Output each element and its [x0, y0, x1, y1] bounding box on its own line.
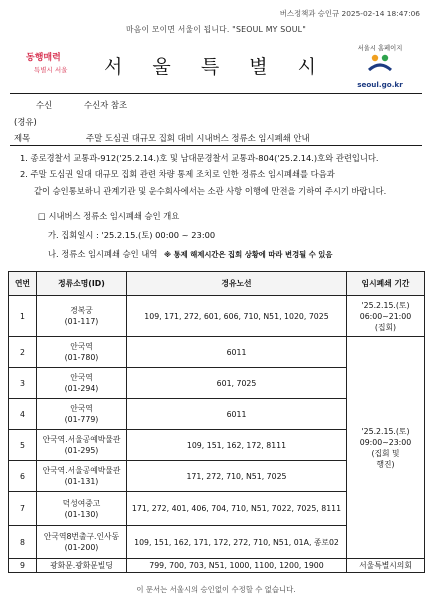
- header-rule: [10, 93, 422, 94]
- period-date: '25.2.15.(토): [361, 300, 410, 310]
- stop-id: (01-780): [64, 353, 99, 362]
- svg-text:특별시 서울: 특별시 서울: [34, 66, 68, 74]
- stop-name: 덕성여중고: [62, 498, 101, 508]
- row-routes: 799, 700, 703, N51, 1000, 1100, 1200, 1900: [127, 559, 347, 573]
- row-routes: 109, 151, 162, 171, 172, 272, 710, N51, 01A, 종로02: [127, 526, 347, 559]
- item-ga: 가. 집회일시 : '25.2.15.(토) 00:00 ~ 23:00: [48, 230, 216, 240]
- stop-id: (01-131): [64, 477, 99, 486]
- seoul-emblem-icon: [367, 52, 393, 76]
- document-title: 서 울 특 별 시: [104, 56, 328, 78]
- period-time: 06:00~21:00: [359, 311, 412, 321]
- stop-id: (01-779): [64, 415, 99, 424]
- subject-value: 주말 도심권 대규모 집회 대비 시내버스 정류소 임시폐쇄 안내: [86, 133, 310, 143]
- table-row: [9, 559, 425, 573]
- period-note: (집회): [374, 322, 397, 332]
- subject-label: 제목: [14, 133, 31, 143]
- row-routes: 6011: [127, 399, 347, 430]
- header-period: 임시폐쇄 기간: [347, 272, 425, 296]
- closure-table: [8, 271, 425, 573]
- stop-id: (01-200): [64, 543, 99, 552]
- recipient-value: 수신자 참조: [84, 100, 128, 110]
- row-no: 5: [9, 430, 37, 461]
- row-stop: [37, 296, 127, 337]
- row-no: 4: [9, 399, 37, 430]
- logo-url: seoul.go.kr: [357, 80, 403, 89]
- row-no: 8: [9, 526, 37, 559]
- row-routes: 171, 272, 710, N51, 7025: [127, 461, 347, 492]
- period-time: 09:00~23:00: [359, 437, 412, 447]
- footer-note: 이 문서는 서울시의 승인없이 수정할 수 없습니다.: [136, 585, 296, 594]
- table-row: [9, 296, 425, 337]
- period-note-2: 행진): [376, 459, 395, 469]
- header-stop: 정류소명(ID): [37, 272, 127, 296]
- row-stop: [37, 337, 127, 368]
- row-no: 7: [9, 492, 37, 526]
- stop-name: 안국역: [70, 373, 93, 382]
- table-row: [9, 337, 425, 368]
- header-routes: 경유노선: [127, 272, 347, 296]
- stop-name: 안국역: [70, 342, 93, 351]
- seoul-logo-right: [348, 43, 412, 91]
- paragraph-1: 1. 종로경찰서 교통과-912('25.2.14.)호 및 남대문경찰서 교통과-804('25.2.14.)호와 관련입니다.: [20, 153, 379, 163]
- row-stop: [37, 526, 127, 559]
- paragraph-2b: 같이 승인통보하니 관계기관 및 운수회사에서는 소관 사항 이행에 만전을 기하여 주시기 바랍니다.: [34, 186, 387, 196]
- period-cell-1: [347, 296, 425, 337]
- paragraph-2a: 2. 주말 도심권 일대 대규모 집회 관련 차량 통제 조치로 인한 정류소 임시폐쇄를 다음과: [20, 169, 335, 179]
- slogan: 마음이 모이면 서울이 됩니다. "SEOUL MY SOUL": [126, 25, 306, 34]
- row-no: 6: [9, 461, 37, 492]
- logo-brand-text: 서울시 홈페이지: [357, 45, 403, 52]
- row-routes: 109, 151, 162, 172, 8111: [127, 430, 347, 461]
- stop-id: (01-130): [64, 509, 99, 519]
- row-no: 9: [9, 559, 37, 573]
- table-header-row: [9, 272, 425, 296]
- period-date: '25.2.15.(토): [361, 426, 410, 436]
- row-routes: 601, 7025: [127, 368, 347, 399]
- stop-name: 경복궁: [70, 306, 93, 315]
- row-stop: [37, 399, 127, 430]
- period-note: (집회 및: [371, 448, 400, 458]
- row-routes: 109, 171, 272, 601, 606, 710, N51, 1020, 7025: [127, 296, 347, 337]
- row-stop: [37, 368, 127, 399]
- stop-name: 안국역.서울공예박물관: [42, 435, 121, 444]
- document-stamp: 버스정책과 승인규 2025-02-14 18:47:06: [279, 9, 420, 18]
- row-no: 1: [9, 296, 37, 337]
- via-label: (경유): [14, 117, 37, 127]
- row-no: 3: [9, 368, 37, 399]
- item-na: 나. 정류소 임시폐쇄 승인 내역: [48, 249, 158, 259]
- row-stop: [37, 492, 127, 526]
- subject-rule: [10, 145, 422, 146]
- stop-id: (01-295): [64, 446, 99, 455]
- period-cell-3: 서울특별시의회: [347, 559, 425, 573]
- section-heading: □ 시내버스 정류소 임시폐쇄 승인 개요: [38, 211, 180, 221]
- row-stop: [37, 430, 127, 461]
- row-routes: 6011: [127, 337, 347, 368]
- stop-name: 안국역.서울공예박물관: [42, 466, 121, 475]
- stop-name: 안국역8번출구.인사동: [43, 532, 120, 541]
- header-no: 연번: [9, 272, 37, 296]
- row-routes: 171, 272, 401, 406, 704, 710, N51, 7022, 7025, 8111: [127, 492, 347, 526]
- row-no: 2: [9, 337, 37, 368]
- stop-id: (01-117): [64, 317, 99, 326]
- period-cell-2: [347, 337, 425, 559]
- note-text: ※ 통제 해제시간은 집회 상황에 따라 변경될 수 있음: [164, 250, 333, 259]
- svg-text:동행매력: 동행매력: [26, 53, 61, 63]
- stop-name: 안국역: [70, 404, 93, 413]
- row-stop: [37, 461, 127, 492]
- row-stop: 광화문.광화문빌딩: [37, 559, 127, 573]
- recipient-label: 수신: [36, 100, 53, 110]
- stop-id: (01-294): [64, 384, 99, 393]
